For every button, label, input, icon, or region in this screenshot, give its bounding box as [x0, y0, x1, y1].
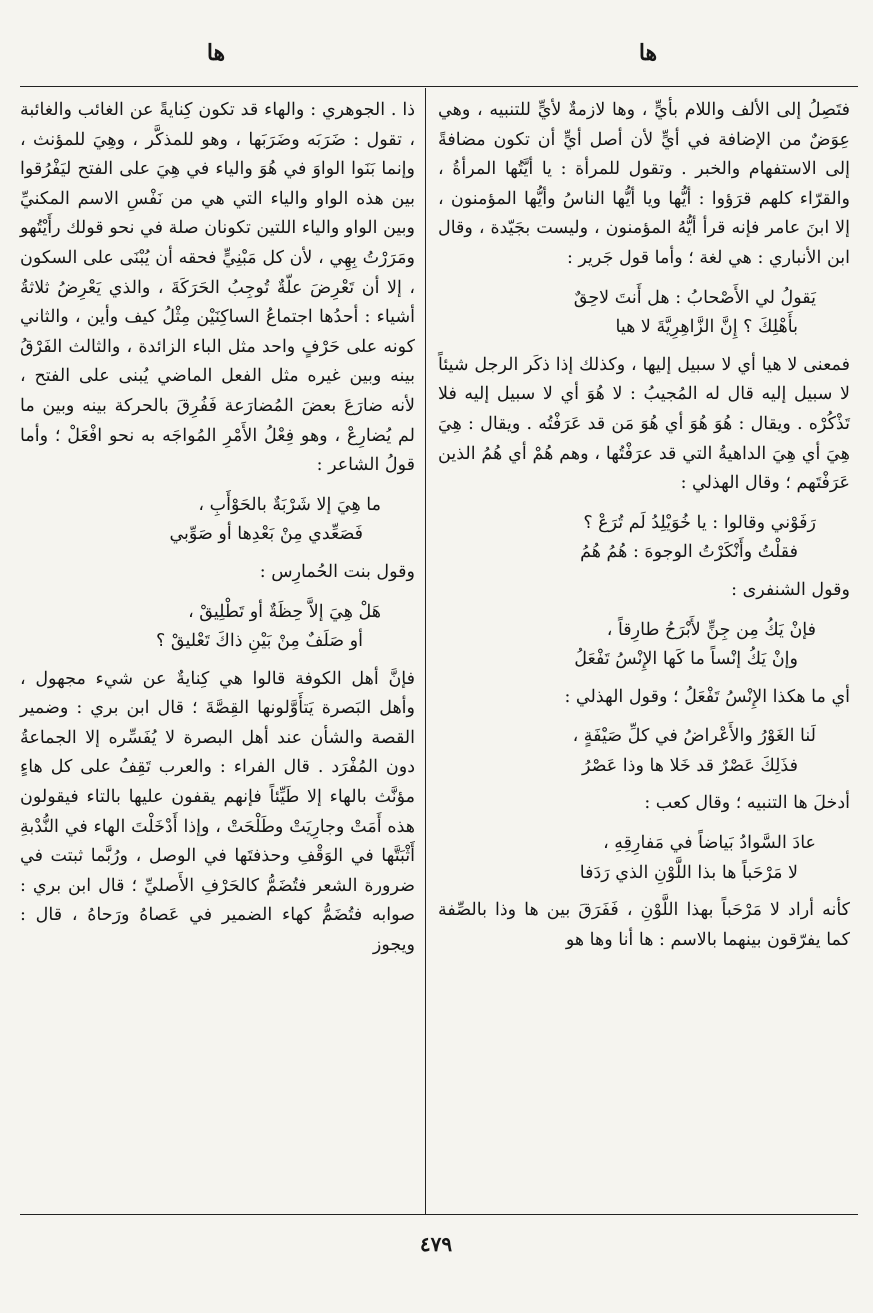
- verse: [20, 491, 415, 550]
- paragraph: وقول الشنفرى :: [731, 579, 850, 600]
- right-column: [438, 96, 850, 955]
- verse-line: رَفَوْني وقالوا : يا خُوَيْلِدُ لَم تُرَعْ ؟: [583, 512, 816, 533]
- bottom-rule: [20, 1214, 858, 1215]
- verse: [438, 829, 850, 888]
- verse-line: فَصَعِّدي مِنْ بَعْدِها أو صَوِّبي: [169, 524, 363, 545]
- verse-line: بأَهْلِكَ ؟ إِنَّ الزَّاهِرِيَّةَ لا هيا: [615, 317, 798, 338]
- top-rule: [20, 86, 858, 87]
- paragraph: كأنه أراد لا مَرْحَباً بهذا اللَّوْنِ ، فَفَرَقَ بين ها وذا بالصِّفة كما يفرّقون بينهما بالاسم : ها أنا وها هو: [438, 900, 850, 950]
- verse: [20, 598, 415, 657]
- verse-line: لَنا الغَوْرُ والأَعْراضُ في كلِّ صَيْفَةٍ ،: [572, 726, 816, 747]
- verse: [438, 722, 850, 781]
- verse-line: فإنْ يَكُ مِن جِنٍّ لأَبْرَحُ طارِقاً ،: [606, 619, 816, 640]
- verse-line: وإنْ يَكُ إنْساً ما كَها الإِنْسُ تَفْعَلُ: [574, 649, 798, 670]
- verse: [438, 509, 850, 568]
- paragraph: ذا . الجوهري : والهاء قد تكون كِنايةً عن الغائب والغائبة ، تقول : ضَرَبَه وضَرَبَها ، وهو للمذكَّر ، وهِيَ للمؤنث ، وإنما بَنَوا الواوَ في هُوَ والياء في هِيَ على الفتح ليَفْرُقوا بين هذه الواو والياء التي هي من نَفْسِ الاسم المكنيِّ وبين الواو والياء اللتين تكونان صلة في نحو قولك رأَيْتُهو ومَرَرْتُ بِهِي ، لأن كل مَبْنِيٍّ فحقه أن يُبْنَى على السكون ، إلا أن تَعْرِضَ علّةٌ تُوجِبُ الحَرَكَةَ ، والذي يَعْرِضُ ثلاثةُ أشياء : أحدُها اجتماعُ الساكِنَيْن مِثْلُ كيف وأين ، والثاني كونه على حَرْفٍ واحد مثل الباء الزائدة ، والثالث الفَرْقُ بينه وبين غيره مثل الفعل الماضي يُبنى على الفتح ، لأنه ضارَعَ بعضَ المُضارَعة فَفُرِقَ بالحركة بينه وبين ما لم يُضارِعْ ، وهو فِعْلُ الأَمْرِ المُواجَه به نحو افْعَلْ ؛ وأما قولُ الشاعر :: [20, 100, 415, 476]
- header-entry-word-left: ها: [206, 40, 226, 66]
- verse-line: هَلْ هِيَ إلاَّ حِظَةٌ أو تَطْلِيقْ ،: [188, 601, 381, 622]
- verse-line: ما هِيَ إلا شَرْبَةٌ بالحَوْأَبِ ،: [198, 494, 381, 515]
- paragraph: فتَصِلُ إلى الألف واللام بأيٍّ ، وها لازمةٌ لأيٍّ للتنبيه ، وهي عِوَضٌ من الإضافة في أيٍّ لأن أصل أيٍّ أن تكون مضافةً إلى الاستفهام والخبر . وتقول للمرأة : يا أيَّتُها المرأةُ ، والقرّاء كلهم قرَؤوا : أيُّها ويا أيُّها الناسُ وأيُّها المؤمنون ، إلا ابنَ عامر فإنه قرأ أيُّهُ المؤمنون ، وليست بجَيّدة ، وقال ابن الأنباري : هي لغة ؛ وأما قول جَرير :: [438, 100, 850, 268]
- paragraph: أدخلَ ها التنبيه ؛ وقال كعب :: [644, 793, 850, 814]
- verse-line: أو صَلَفٌ مِنْ بَيْنِ ذاكَ تَعْليقْ ؟: [156, 631, 363, 652]
- header-entry-word-right: ها: [638, 40, 658, 66]
- left-column: [20, 96, 415, 961]
- verse-line: فقلْتُ وأَنْكَرْتُ الوجوهَ : هُمُ هُمُ: [580, 542, 798, 563]
- paragraph: فمعنى لا هيا أي لا سبيل إليها ، وكذلك إذا ذكَر الرجل شيئاً لا سبيل إليه قال له المُجيبُ : لا هُوَ أي لا سبيل إليه فلا تَذْكُرْه . ويقال : هُوَ هُوَ أي هُوَ مَن قد عَرَفْتُه . ويقال : هِيَ هِيَ أي هِيَ الداهيةُ التي قد عرَفْتُها ، وهم هُمْ أي هُمُ الذين عَرَفْتَهم ؛ وقال الهذلي :: [438, 354, 850, 494]
- verse-line: لا مَرْحَباً ها بذا اللَّوْنِ الذي رَدَفا: [579, 862, 798, 883]
- column-divider: [425, 88, 426, 1214]
- verse: [438, 616, 850, 675]
- paragraph: وقول بنت الحُمارِس :: [259, 561, 415, 582]
- paragraph: أي ما هكذا الإِنْسُ تَفْعَلُ ؛ وقول الهذلي :: [564, 686, 850, 707]
- verse: [438, 284, 850, 343]
- paragraph: فإنَّ أهل الكوفة قالوا هي كِنايةٌ عن شيء مجهول ، وأهل البَصرة يَتأَوَّلونها القِصَّةَ ؛ قال ابن بري : وضمير القصة والشأن عند أهل البصرة لا يُفَسِّره إلا الجماعةُ دون المُفْرَد . قال الفراء : والعرب تَقِفُ على كل هاءٍ مؤنَّث بالهاء إلا طَيِّئاً فإنهم يقفون عليها بالتاء فيقولون هذه أَمَتْ وجارِيَتْ وطَلْحَتْ ، وإذا أَدْخَلْتَ الهاء في النُّدْبةِ أَثْبَتَّها في الوَقْفِ وحذفتَها في الوصل ، ورُبَّما ثبتت في ضرورة الشعر فتُضَمُّ كالحَرْفِ الأَصليِّ ؛ قال ابن بري : صوابه فتُضَمُّ كهاء الضمير في عَصاهُ ورَحاهُ ، قال : ويجوز: [20, 668, 415, 956]
- verse-line: فذَلِكَ عَصْرٌ قد خَلا ها وذا عَصْرُ: [581, 755, 798, 776]
- verse-line: يَقولُ لي الأَصْحابُ : هل أَنتَ لاحِقٌ: [573, 287, 816, 308]
- verse-line: عادَ السَّوادُ بَياضاً في مَفارِقِهِ ،: [603, 833, 816, 854]
- page-number: ٤٧٩: [419, 1232, 453, 1256]
